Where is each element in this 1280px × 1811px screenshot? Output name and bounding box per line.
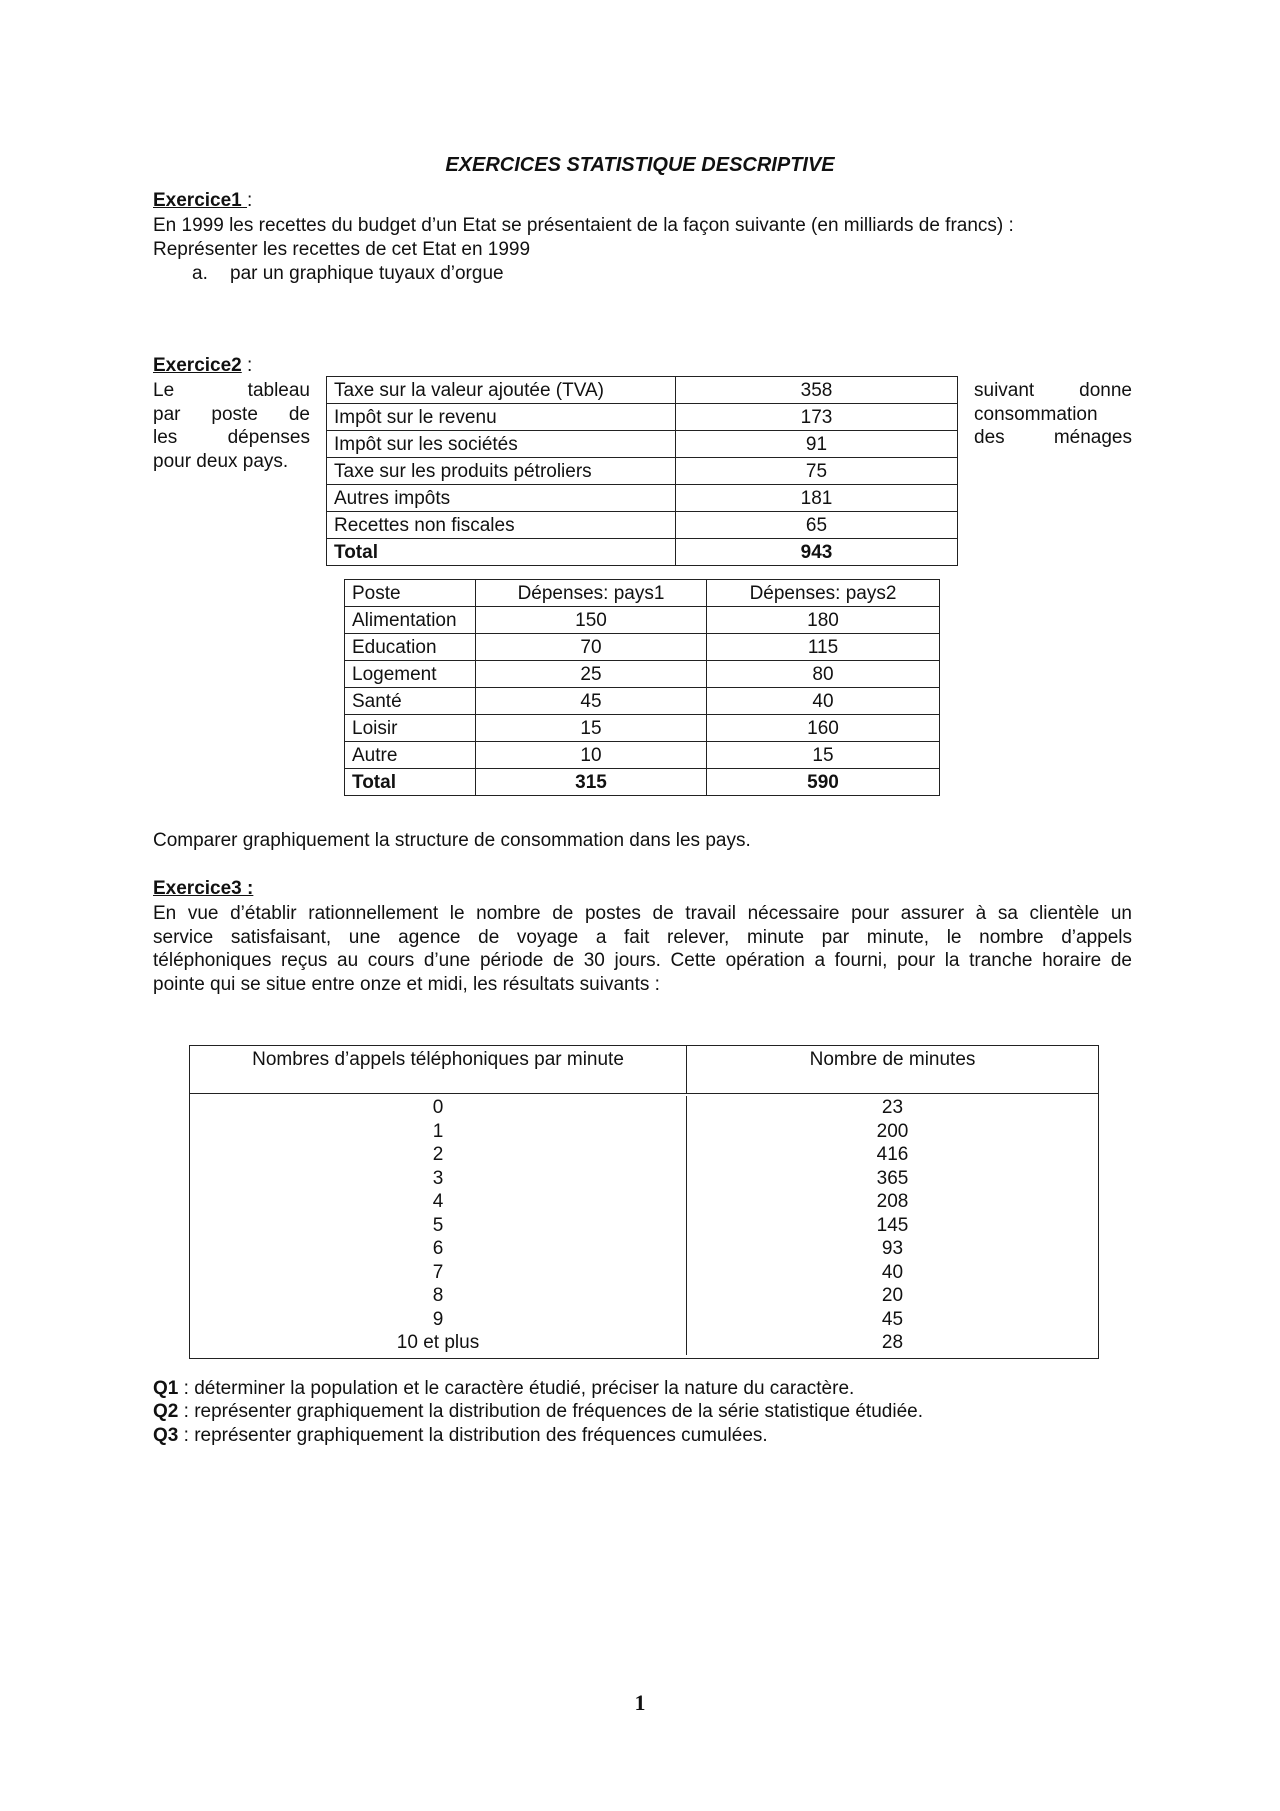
column-header: Nombres d’appels téléphoniques par minute <box>190 1046 687 1093</box>
expense-total-pays2: 590 <box>707 769 940 796</box>
expenses-table <box>344 579 940 796</box>
minutes-value: 200 <box>876 1120 909 1142</box>
expense-poste: Logement <box>345 661 476 688</box>
ex2-left-line: par poste de <box>153 403 310 425</box>
calls-value: 9 <box>432 1308 444 1330</box>
calls-value: 7 <box>432 1261 444 1283</box>
ex3-line: téléphoniques reçus au cours d’une période de 30 jours. Cette opération a fourni, pour la tranche horaire de <box>153 950 1132 971</box>
question-label: Q1 <box>153 1378 179 1399</box>
expense-pays1: 45 <box>476 688 707 715</box>
revenue-table <box>326 376 958 566</box>
ex2-heading <box>153 355 252 377</box>
document-title: EXERCICES STATISTIQUE DESCRIPTIVE <box>445 154 835 176</box>
ex2-right-line: des ménages <box>974 427 1132 448</box>
revenue-value: 181 <box>676 485 958 512</box>
table-row <box>345 607 940 634</box>
ex1-list-marker: a. <box>192 263 208 284</box>
ex2-right-line: consommation <box>974 403 1098 425</box>
column-header: Dépenses: pays2 <box>707 580 940 607</box>
expense-pays2: 160 <box>707 715 940 742</box>
calls-value: 5 <box>432 1214 444 1236</box>
table-row <box>327 431 958 458</box>
expense-poste: Loisir <box>345 715 476 742</box>
revenue-value: 173 <box>676 404 958 431</box>
table-row <box>327 377 958 404</box>
ex1-list-item: par un graphique tuyaux d’orgue <box>230 263 504 284</box>
ex2-right-line: suivant donne <box>974 380 1132 401</box>
question-label: Q3 <box>153 1425 179 1446</box>
calls-value: 0 <box>432 1097 444 1118</box>
minutes-value: 365 <box>876 1167 909 1189</box>
table-row <box>345 715 940 742</box>
table-row <box>345 688 940 715</box>
table-header-row <box>345 580 940 607</box>
ex3-paragraph <box>153 902 1132 996</box>
ex2-left-line: Le tableau <box>153 380 310 401</box>
question-q1 <box>153 1377 854 1401</box>
revenue-total-label: Total <box>327 539 676 566</box>
calls-value: 6 <box>432 1238 444 1259</box>
revenue-label: Taxe sur la valeur ajoutée (TVA) <box>327 377 676 404</box>
table-row <box>345 742 940 769</box>
calls-table <box>189 1045 1099 1359</box>
table-row <box>327 512 958 539</box>
calls-value: 4 <box>432 1191 444 1212</box>
table-row <box>327 485 958 512</box>
revenue-label: Taxe sur les produits pétroliers <box>327 458 676 485</box>
expense-pays1: 10 <box>476 742 707 769</box>
question-text: : représenter graphiquement la distribution des fréquences cumulées. <box>178 1425 768 1446</box>
expense-pays2: 180 <box>707 607 940 634</box>
revenue-label: Autres impôts <box>327 485 676 512</box>
question-text: : représenter graphiquement la distribution de fréquences de la série statistique étudiée. <box>178 1401 923 1422</box>
revenue-value: 65 <box>676 512 958 539</box>
table-body <box>190 1094 1098 1358</box>
expense-pays2: 40 <box>707 688 940 715</box>
expense-poste: Education <box>345 634 476 661</box>
minutes-value: 28 <box>881 1332 904 1353</box>
minutes-value: 40 <box>881 1261 904 1283</box>
minutes-value: 20 <box>881 1285 904 1306</box>
ex2-question: Comparer graphiquement la structure de consommation dans les pays. <box>153 830 751 851</box>
ex1-heading <box>153 190 252 212</box>
expense-total-pays1: 315 <box>476 769 707 796</box>
revenue-total-value: 943 <box>676 539 958 566</box>
question-q3 <box>153 1424 768 1448</box>
ex2-wrap-text-left <box>153 379 310 473</box>
ex2-wrap-text-right <box>974 379 1132 450</box>
ex1-heading-label: Exercice1 <box>153 190 248 211</box>
ex1-heading-colon: : <box>247 190 253 211</box>
revenue-value: 91 <box>676 431 958 458</box>
revenue-label: Impôt sur les sociétés <box>327 431 676 458</box>
expense-pays2: 115 <box>707 634 940 661</box>
minutes-value: 208 <box>876 1191 909 1212</box>
revenue-label: Recettes non fiscales <box>327 512 676 539</box>
table-total-row <box>345 769 940 796</box>
expense-pays1: 70 <box>476 634 707 661</box>
question-text: : déterminer la population et le caractère étudié, préciser la nature du caractère. <box>178 1378 855 1399</box>
expense-pays1: 150 <box>476 607 707 634</box>
ex3-line: service satisfaisant, une agence de voyage a fait relever, minute par minute, le nombre d’appels <box>153 926 1132 948</box>
ex2-left-line: les dépenses <box>153 427 310 448</box>
minutes-value: 145 <box>876 1214 909 1236</box>
revenue-value: 75 <box>676 458 958 485</box>
calls-value: 8 <box>432 1285 444 1306</box>
table-row <box>327 458 958 485</box>
expense-poste: Autre <box>345 742 476 769</box>
ex3-heading <box>153 878 253 900</box>
minutes-value: 93 <box>881 1238 904 1259</box>
expense-pays2: 15 <box>707 742 940 769</box>
page-number: 1 <box>634 1690 646 1715</box>
minutes-value: 23 <box>881 1097 904 1118</box>
table-header-row <box>190 1046 1098 1094</box>
expense-poste: Alimentation <box>345 607 476 634</box>
column-header: Dépenses: pays1 <box>476 580 707 607</box>
calls-column <box>190 1096 687 1355</box>
ex3-heading-label: Exercice3 : <box>153 878 254 899</box>
expense-pays1: 25 <box>476 661 707 688</box>
table-row <box>327 404 958 431</box>
calls-value: 3 <box>432 1167 444 1189</box>
table-row <box>345 661 940 688</box>
expense-pays2: 80 <box>707 661 940 688</box>
ex1-line2: Représenter les recettes de cet Etat en 1999 <box>153 239 531 260</box>
minutes-value: 45 <box>881 1308 904 1330</box>
ex2-heading-colon: : <box>241 355 253 376</box>
ex3-line: pointe qui se situe entre onze et midi, les résultats suivants : <box>153 973 660 995</box>
expense-poste: Santé <box>345 688 476 715</box>
calls-value: 1 <box>432 1120 444 1142</box>
calls-value: 10 et plus <box>396 1332 480 1353</box>
revenue-label: Impôt sur le revenu <box>327 404 676 431</box>
ex2-heading-label: Exercice2 <box>153 355 242 376</box>
minutes-column <box>687 1096 1098 1355</box>
ex2-left-line: pour deux pays. <box>153 450 289 472</box>
question-q2 <box>153 1400 923 1424</box>
calls-value: 2 <box>432 1144 444 1165</box>
revenue-value: 358 <box>676 377 958 404</box>
question-label: Q2 <box>153 1401 179 1422</box>
table-row <box>345 634 940 661</box>
table-total-row <box>327 539 958 566</box>
expense-total-label: Total <box>345 769 476 796</box>
column-header: Nombre de minutes <box>809 1049 976 1070</box>
ex3-line: En vue d’établir rationnellement le nombre de postes de travail nécessaire pour assurer à sa clientèle un <box>153 903 1132 924</box>
minutes-value: 416 <box>876 1144 909 1165</box>
ex1-line1: En 1999 les recettes du budget d’un Etat se présentaient de la façon suivante (en milliards de francs) : <box>153 215 1014 236</box>
expense-pays1: 15 <box>476 715 707 742</box>
column-header: Poste <box>345 580 476 607</box>
